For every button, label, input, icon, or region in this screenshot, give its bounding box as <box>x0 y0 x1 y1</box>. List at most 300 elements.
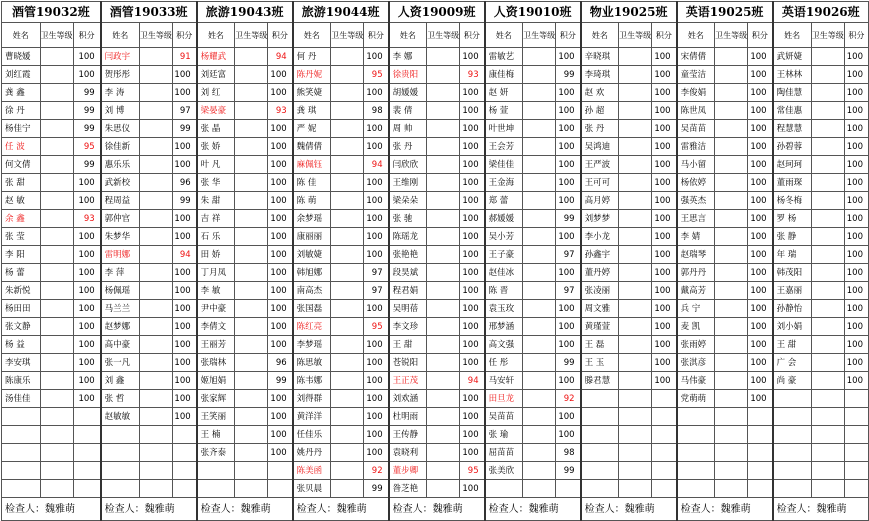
student-grade <box>235 264 268 282</box>
empty-cell <box>40 480 73 498</box>
student-grade <box>331 66 364 84</box>
student-score: 100 <box>844 138 868 156</box>
student-name: 马安轩 <box>485 372 523 390</box>
student-grade <box>331 48 364 66</box>
grade-header: 卫生等级 <box>811 23 844 48</box>
student-score: 100 <box>844 282 868 300</box>
student-grade <box>139 120 172 138</box>
student-grade <box>427 480 460 498</box>
student-score: 96 <box>172 174 196 192</box>
student-grade <box>40 174 73 192</box>
empty-cell <box>773 426 812 444</box>
student-grade <box>235 426 268 444</box>
student-grade <box>40 228 73 246</box>
empty-cell <box>844 480 868 498</box>
student-grade <box>811 318 844 336</box>
student-grade <box>427 120 460 138</box>
student-name: 尚 豪 <box>773 372 812 390</box>
student-grade <box>523 246 556 264</box>
student-score: 100 <box>73 354 101 372</box>
student-grade <box>235 372 268 390</box>
table-row <box>2 66 869 84</box>
score-header: 积分 <box>844 23 868 48</box>
score-header: 积分 <box>556 23 581 48</box>
student-name: 雷雅洁 <box>677 138 715 156</box>
student-score: 99 <box>556 210 581 228</box>
student-score: 100 <box>172 354 196 372</box>
student-score: 100 <box>844 120 868 138</box>
grade-header: 卫生等级 <box>715 23 748 48</box>
table-row <box>2 120 869 138</box>
student-name: 闫欣欣 <box>389 156 427 174</box>
student-name: 刘欢涵 <box>389 390 427 408</box>
student-grade <box>331 210 364 228</box>
student-score: 100 <box>268 246 293 264</box>
student-grade <box>139 102 172 120</box>
student-score: 99 <box>172 192 196 210</box>
student-score: 95 <box>460 462 485 480</box>
empty-cell <box>268 480 293 498</box>
student-name: 赵佳冰 <box>485 264 523 282</box>
student-score: 100 <box>460 156 485 174</box>
student-score: 100 <box>364 246 389 264</box>
class-title: 人资19010班 <box>485 2 581 23</box>
student-name: 黄瑾萱 <box>581 318 619 336</box>
student-name: 昝芝艳 <box>389 480 427 498</box>
student-score: 100 <box>556 102 581 120</box>
student-grade <box>427 174 460 192</box>
student-grade <box>139 84 172 102</box>
student-score: 100 <box>748 354 773 372</box>
student-score: 100 <box>364 372 389 390</box>
student-name: 杨耀武 <box>197 48 235 66</box>
student-grade <box>427 300 460 318</box>
student-grade <box>715 156 748 174</box>
empty-cell <box>748 480 773 498</box>
student-score: 100 <box>748 300 773 318</box>
student-name: 李倩文 <box>197 318 235 336</box>
student-score: 93 <box>73 210 101 228</box>
student-score: 92 <box>364 462 389 480</box>
student-grade <box>715 102 748 120</box>
student-name: 康佳梅 <box>485 66 523 84</box>
student-score: 100 <box>652 84 677 102</box>
student-score: 100 <box>172 228 196 246</box>
student-name: 任佳乐 <box>293 426 331 444</box>
student-score: 100 <box>556 372 581 390</box>
student-grade <box>619 102 652 120</box>
student-name: 陈美函 <box>293 462 331 480</box>
student-name: 王 楠 <box>197 426 235 444</box>
empty-cell <box>40 426 73 444</box>
student-score: 100 <box>748 174 773 192</box>
student-grade <box>427 192 460 210</box>
student-name: 赵 欢 <box>581 84 619 102</box>
empty-cell <box>715 426 748 444</box>
empty-cell <box>715 408 748 426</box>
student-score: 100 <box>364 444 389 462</box>
table-row <box>2 426 869 444</box>
student-name: 王可可 <box>581 174 619 192</box>
empty-cell <box>652 480 677 498</box>
student-grade <box>715 246 748 264</box>
student-grade <box>523 66 556 84</box>
student-grade <box>715 354 748 372</box>
student-score: 100 <box>268 390 293 408</box>
empty-cell <box>619 408 652 426</box>
student-grade <box>715 282 748 300</box>
student-grade <box>235 66 268 84</box>
empty-cell <box>172 444 196 462</box>
empty-cell <box>523 480 556 498</box>
student-grade <box>235 282 268 300</box>
class-title: 酒管19033班 <box>101 2 197 23</box>
student-score: 100 <box>844 300 868 318</box>
empty-cell <box>715 462 748 480</box>
student-score: 100 <box>844 228 868 246</box>
table-row <box>2 174 869 192</box>
student-name: 杨田田 <box>2 300 41 318</box>
student-score: 100 <box>364 426 389 444</box>
student-grade <box>715 318 748 336</box>
student-grade <box>139 228 172 246</box>
student-grade <box>811 246 844 264</box>
student-grade <box>523 336 556 354</box>
student-score: 93 <box>268 102 293 120</box>
student-score: 100 <box>652 48 677 66</box>
student-score: 99 <box>73 120 101 138</box>
student-score: 100 <box>556 192 581 210</box>
empty-cell <box>677 426 715 444</box>
student-score: 100 <box>268 84 293 102</box>
student-grade <box>235 390 268 408</box>
student-name: 任 彤 <box>485 354 523 372</box>
student-name: 王思言 <box>677 210 715 228</box>
student-score: 100 <box>844 156 868 174</box>
student-score: 100 <box>844 318 868 336</box>
student-grade <box>40 192 73 210</box>
student-name: 张凌丽 <box>581 282 619 300</box>
empty-cell <box>748 408 773 426</box>
student-score: 100 <box>172 300 196 318</box>
empty-cell <box>773 390 812 408</box>
student-name: 闫政宇 <box>101 48 140 66</box>
student-name: 严 妮 <box>293 120 331 138</box>
student-name: 朱梦华 <box>101 228 140 246</box>
student-score: 100 <box>172 336 196 354</box>
student-score: 100 <box>73 174 101 192</box>
student-name: 周 帅 <box>389 120 427 138</box>
empty-cell <box>844 426 868 444</box>
empty-cell <box>581 408 619 426</box>
student-score: 100 <box>460 444 485 462</box>
empty-cell <box>652 462 677 480</box>
student-name: 张文静 <box>2 318 41 336</box>
student-grade <box>139 318 172 336</box>
student-grade <box>523 84 556 102</box>
student-score: 99 <box>268 372 293 390</box>
student-grade <box>139 264 172 282</box>
student-name: 高月婷 <box>581 192 619 210</box>
student-grade <box>331 408 364 426</box>
student-score: 100 <box>460 246 485 264</box>
student-grade <box>331 372 364 390</box>
student-name: 张齐泰 <box>197 444 235 462</box>
student-grade <box>811 48 844 66</box>
student-score: 92 <box>556 390 581 408</box>
student-name: 姚丹丹 <box>293 444 331 462</box>
student-grade <box>139 390 172 408</box>
student-name: 高文强 <box>485 336 523 354</box>
student-name: 郭丹丹 <box>677 264 715 282</box>
student-score: 100 <box>652 66 677 84</box>
student-name: 常佳惠 <box>773 102 812 120</box>
student-score: 100 <box>268 210 293 228</box>
student-score: 100 <box>460 282 485 300</box>
student-name: 陈康乐 <box>2 372 41 390</box>
student-name: 杨冬梅 <box>773 192 812 210</box>
table-row <box>2 480 869 498</box>
student-score: 100 <box>556 138 581 156</box>
student-name: 吴小芳 <box>485 228 523 246</box>
student-score: 100 <box>364 120 389 138</box>
empty-cell <box>811 426 844 444</box>
student-score: 100 <box>73 48 101 66</box>
empty-cell <box>844 390 868 408</box>
inspector-label: 检查人：魏雅萌 <box>389 498 485 521</box>
empty-cell <box>652 390 677 408</box>
name-header: 姓名 <box>101 23 140 48</box>
student-name: 郭仲官 <box>101 210 140 228</box>
student-name: 姬旭娟 <box>197 372 235 390</box>
student-name: 李 敏 <box>197 282 235 300</box>
student-score: 100 <box>748 246 773 264</box>
student-grade <box>139 300 172 318</box>
student-grade <box>427 318 460 336</box>
student-score: 100 <box>460 264 485 282</box>
student-name: 李文珍 <box>389 318 427 336</box>
student-name: 熊笑婕 <box>293 84 331 102</box>
student-score: 100 <box>748 318 773 336</box>
student-grade <box>523 174 556 192</box>
student-name: 李 萍 <box>101 264 140 282</box>
student-name: 刘梦梦 <box>581 210 619 228</box>
student-name: 张国磊 <box>293 300 331 318</box>
student-score: 91 <box>172 48 196 66</box>
student-score: 100 <box>172 156 196 174</box>
table-row <box>2 228 869 246</box>
student-name: 王会芳 <box>485 138 523 156</box>
student-name: 董雨琛 <box>773 174 812 192</box>
empty-cell <box>811 462 844 480</box>
table-row <box>2 354 869 372</box>
student-grade <box>40 156 73 174</box>
student-name: 刘 红 <box>197 84 235 102</box>
student-name: 杨 蕾 <box>2 264 41 282</box>
student-grade <box>139 246 172 264</box>
table-row <box>2 246 869 264</box>
student-score: 100 <box>460 480 485 498</box>
student-score: 100 <box>652 228 677 246</box>
student-grade <box>235 228 268 246</box>
student-score: 100 <box>364 48 389 66</box>
table-row <box>2 372 869 390</box>
student-name: 裴 倩 <box>389 102 427 120</box>
student-score: 98 <box>364 102 389 120</box>
student-name: 赵 妍 <box>485 84 523 102</box>
student-grade <box>523 390 556 408</box>
student-grade <box>427 336 460 354</box>
empty-cell <box>748 426 773 444</box>
student-score: 100 <box>73 318 101 336</box>
empty-cell <box>811 480 844 498</box>
student-name: 陈世凤 <box>677 102 715 120</box>
student-score: 100 <box>652 120 677 138</box>
student-name: 王严波 <box>581 156 619 174</box>
student-name: 张一凡 <box>101 354 140 372</box>
student-score: 100 <box>460 84 485 102</box>
student-grade <box>427 408 460 426</box>
student-grade <box>715 138 748 156</box>
student-score: 100 <box>844 66 868 84</box>
student-score: 100 <box>172 372 196 390</box>
student-score: 100 <box>556 264 581 282</box>
student-name: 尹中豪 <box>197 300 235 318</box>
student-score: 100 <box>844 192 868 210</box>
student-score: 94 <box>268 48 293 66</box>
student-score: 99 <box>172 120 196 138</box>
empty-cell <box>811 444 844 462</box>
student-name: 高中豪 <box>101 336 140 354</box>
student-name: 张 静 <box>773 228 812 246</box>
student-grade <box>811 372 844 390</box>
name-header: 姓名 <box>485 23 523 48</box>
student-name: 余梦瑶 <box>293 210 331 228</box>
student-name: 何文倩 <box>2 156 41 174</box>
student-name: 陈韦娜 <box>293 372 331 390</box>
student-grade <box>619 354 652 372</box>
student-score: 100 <box>73 264 101 282</box>
student-grade <box>715 84 748 102</box>
student-grade <box>40 372 73 390</box>
empty-cell <box>40 462 73 480</box>
student-score: 100 <box>748 210 773 228</box>
student-score: 100 <box>652 300 677 318</box>
empty-cell <box>844 408 868 426</box>
empty-cell <box>235 462 268 480</box>
empty-cell <box>773 444 812 462</box>
empty-cell <box>844 444 868 462</box>
student-score: 100 <box>268 336 293 354</box>
student-grade <box>523 102 556 120</box>
student-name: 武新校 <box>101 174 140 192</box>
student-name: 吉 祥 <box>197 210 235 228</box>
student-score: 100 <box>844 84 868 102</box>
student-grade <box>715 48 748 66</box>
student-score: 100 <box>460 336 485 354</box>
student-score: 100 <box>268 156 293 174</box>
student-name: 丁月凤 <box>197 264 235 282</box>
empty-cell <box>677 408 715 426</box>
student-grade <box>427 102 460 120</box>
student-grade <box>40 318 73 336</box>
student-name: 王 玉 <box>581 354 619 372</box>
table-row <box>2 318 869 336</box>
student-grade <box>811 120 844 138</box>
student-grade <box>427 282 460 300</box>
student-score: 100 <box>268 444 293 462</box>
student-grade <box>715 66 748 84</box>
student-name: 赵梦娜 <box>101 318 140 336</box>
empty-cell <box>139 480 172 498</box>
student-score: 100 <box>172 138 196 156</box>
empty-cell <box>773 480 812 498</box>
student-score: 100 <box>556 156 581 174</box>
student-name: 胡媛媛 <box>389 84 427 102</box>
student-name: 刘廷富 <box>197 66 235 84</box>
student-grade <box>331 354 364 372</box>
name-header: 姓名 <box>581 23 619 48</box>
student-name: 叶 凡 <box>197 156 235 174</box>
student-score: 99 <box>73 102 101 120</box>
student-name: 黄洋洋 <box>293 408 331 426</box>
student-grade <box>235 210 268 228</box>
student-name: 王丽芳 <box>197 336 235 354</box>
student-name: 徐佳新 <box>101 138 140 156</box>
student-name: 广 会 <box>773 354 812 372</box>
student-score: 100 <box>556 48 581 66</box>
student-grade <box>139 138 172 156</box>
student-grade <box>331 84 364 102</box>
student-score: 100 <box>652 336 677 354</box>
grade-header: 卫生等级 <box>619 23 652 48</box>
student-grade <box>139 354 172 372</box>
student-name: 张美欣 <box>485 462 523 480</box>
student-name: 徐 丹 <box>2 102 41 120</box>
student-score: 100 <box>460 174 485 192</box>
student-score: 99 <box>364 480 389 498</box>
student-score: 100 <box>652 138 677 156</box>
student-score: 100 <box>556 336 581 354</box>
grade-header: 卫生等级 <box>235 23 268 48</box>
inspector-label: 检查人：魏雅萌 <box>293 498 389 521</box>
student-score: 100 <box>268 282 293 300</box>
student-name: 龚 鑫 <box>2 84 41 102</box>
student-score: 100 <box>556 84 581 102</box>
student-grade <box>40 282 73 300</box>
empty-cell <box>748 444 773 462</box>
student-name: 宋倩倩 <box>677 48 715 66</box>
student-score: 100 <box>652 102 677 120</box>
student-score: 100 <box>460 318 485 336</box>
student-grade <box>811 336 844 354</box>
student-grade <box>523 228 556 246</box>
student-grade <box>235 48 268 66</box>
student-score: 96 <box>268 354 293 372</box>
student-name: 田 娇 <box>197 246 235 264</box>
empty-cell <box>139 444 172 462</box>
student-name: 马伟豪 <box>677 372 715 390</box>
student-name: 年 瑞 <box>773 246 812 264</box>
student-name: 李俊娟 <box>677 84 715 102</box>
student-name: 南高杰 <box>293 282 331 300</box>
student-score: 100 <box>556 174 581 192</box>
student-grade <box>427 210 460 228</box>
class-title: 英语19025班 <box>677 2 773 23</box>
student-grade <box>235 84 268 102</box>
student-grade <box>235 156 268 174</box>
grade-header: 卫生等级 <box>331 23 364 48</box>
